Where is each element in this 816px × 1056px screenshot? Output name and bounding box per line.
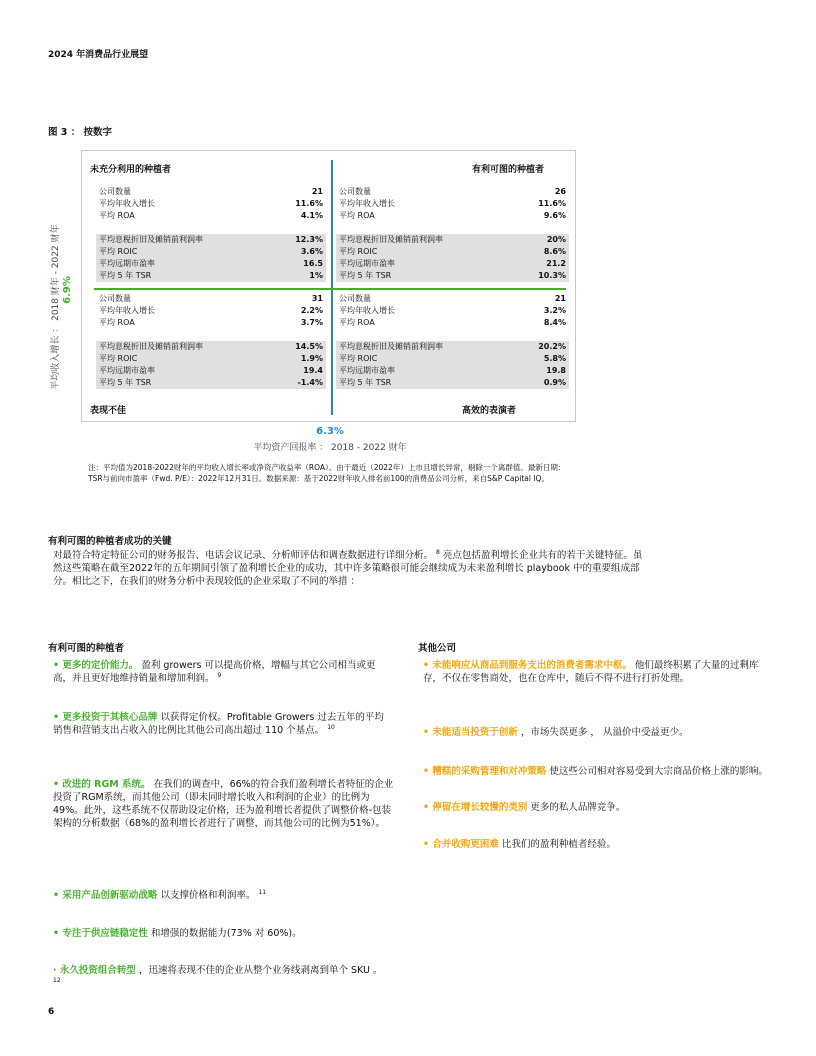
metric-label: 平均息税折旧及摊销前利润率 (99, 235, 203, 244)
metric-label: 平均 5 年 TSR (99, 271, 152, 280)
x-axis-threshold: 6.3% (316, 426, 344, 437)
metric-value: 5.8% (543, 354, 566, 363)
metric-row (96, 341, 326, 353)
metric-value: 9.6% (543, 211, 566, 220)
metric-value: 21 (554, 294, 566, 303)
quadrant-tl-bottom (96, 234, 326, 282)
metric-label: 平均 ROA (339, 318, 375, 327)
metric-row (336, 234, 569, 246)
metric-label: 公司数量 (339, 187, 371, 196)
metric-value: 31 (311, 294, 323, 303)
metric-row (336, 305, 569, 317)
metric-label: 公司数量 (339, 294, 371, 303)
metric-value: 0.9% (543, 378, 566, 387)
metric-value: 14.5% (295, 342, 323, 351)
metric-row (96, 186, 326, 198)
right-item-1: • 未能响应从商品到服务支出的消费者需求中枢。 他们最终积累了大量的过剩库存，不仅在零售商处，也在仓库中，随后不得不进行打折处理。 (423, 660, 759, 684)
metric-row (96, 377, 326, 389)
metric-label: 平均远期市盈率 (339, 259, 395, 268)
quadrant-br-top (336, 293, 569, 329)
metric-value: 21 (311, 187, 323, 196)
metric-value: 1% (309, 271, 323, 280)
left-item-6: · 永久投资组合转型 ，迅速将表现不佳的企业从整个业务线剥离到单个 SKU 。 $^{12}$ (53, 965, 383, 984)
y-axis-label: 平均收入增长 ： 2018 财年 - 2022 财年 (51, 224, 61, 390)
right-item-5: • 合并收购更困难 比我们的盈利种植者经验。 (423, 839, 616, 850)
metric-label: 平均 ROA (99, 211, 135, 220)
metric-value: 8.4% (543, 318, 566, 327)
metric-value: 3.6% (300, 247, 323, 256)
metric-row (96, 258, 326, 270)
metric-value: 20.2% (538, 342, 566, 351)
metric-row (96, 210, 326, 222)
section-title: 有利可图的种植者成功的关键 (48, 536, 172, 547)
metric-label: 平均 ROIC (339, 247, 378, 256)
metric-row (336, 365, 569, 377)
metric-row (96, 293, 326, 305)
left-item-1: • 更多的定价能力。 盈利 growers 可以提高价格，增幅与其它公司相当或更高，并且更好地维持销量和增加利润。 $^9$ (53, 660, 376, 684)
metric-label: 平均年收入增长 (99, 306, 155, 315)
metric-value: 11.6% (295, 199, 323, 208)
metric-value: 19.8 (546, 366, 566, 375)
running-header: 2024 年消费品行业展望 (48, 50, 149, 60)
metric-row (96, 246, 326, 258)
metric-value: 3.2% (543, 306, 566, 315)
x-axis-label: 平均资产回报率 ： 2018 - 2022 财年 (253, 443, 407, 453)
metric-row (96, 305, 326, 317)
quadrant-label-bottom-left: 表现不佳 (90, 406, 127, 416)
metric-row (336, 353, 569, 365)
quadrant-label-top-right: 有利可图的种植者 (472, 165, 545, 175)
metric-value: 10.3% (538, 271, 566, 280)
right-item-4: • 停留在增长较慢的类别 更多的私人品牌竞争。 (423, 802, 626, 813)
metric-label: 平均息税折旧及摊销前利润率 (339, 235, 443, 244)
metric-label: 平均 5 年 TSR (99, 378, 152, 387)
quadrant-label-bottom-right: 高效的表演者 (462, 406, 517, 416)
left-item-3: • 改进的 RGM 系统。 在我们的调查中，66%的符合我们盈利增长者特征的企业投资了RGM系统，而其他公司（即未同时增长收入和利润的企业）的比例为49%。此外，这些系统不仅帮助设定价格，还为盈利增长者提供了调整价格-包装架构的分析数据（68%的盈利增长者进行了调整，而其他公司的比例为51%）。 (53, 779, 394, 829)
quadrant-tr-bottom (336, 234, 569, 282)
metric-row (96, 234, 326, 246)
metric-value: 4.1% (300, 211, 323, 220)
metric-value: 2.2% (300, 306, 323, 315)
metric-row (336, 210, 569, 222)
metric-value: 1.9% (300, 354, 323, 363)
metric-label: 平均息税折旧及摊销前利润率 (99, 342, 203, 351)
metric-value: 19.4 (303, 366, 323, 375)
left-item-5: • 专注于供应链稳定性 和增强的数据能力(73% 对 60%)。 (53, 928, 302, 939)
page-number: 6 (48, 1007, 55, 1017)
metric-value: 12.3% (295, 235, 323, 244)
metric-label: 平均 ROA (339, 211, 375, 220)
matrix-horizontal-axis-line (94, 288, 566, 290)
quadrant-br-bottom (336, 341, 569, 389)
left-item-2: • 更多投资于其核心品牌 以获得定价权。Profitable Growers 过去五年的平均销售和营销支出占收入的比例比其他公司高出超过 110 个基点。 $^{10}$ (53, 712, 384, 736)
y-axis-threshold: 6.9% (62, 276, 73, 304)
figure-title: 图 3 ： 按数字 (48, 127, 113, 138)
right-column-title: 其他公司 (418, 643, 457, 654)
metric-label: 平均息税折旧及摊销前利润率 (339, 342, 443, 351)
metric-label: 平均年收入增长 (339, 199, 395, 208)
section-body: 对最符合特定特征公司的财务报告、电话会议记录、分析师评估和调查数据进行详细分析。 $^8$ 亮点包括盈利增长企业共有的若干关键特征。虽然这些策略在截至2022年的五年期间引领了盈利增长企业的成功，其中许多策略很可能会继续成为未来盈利增长 playbook 中的重要组成部分。相比之下，在我们的财务分析中表现较低的企业采取了不同的举措 ： (53, 548, 643, 587)
metric-row (336, 258, 569, 270)
figure-note: 注：平均值为2018-2022财年的平均收入增长率或净资产收益率（ROA）。由于最近（2022年）上市且增长异常，剔除一个离群值。最新日期：TSR与前向市盈率（Fwd. P/E）：2022年12月31日。数据来源：基于2022财年收入排名前100的消费品公司分析，来自S&P Capital IQ。 (88, 463, 566, 483)
metric-value: 3.7% (300, 318, 323, 327)
metric-row (336, 293, 569, 305)
right-item-3: • 糟糕的采购管理和对冲策略 使这些公司相对容易受到大宗商品价格上涨的影响。 (423, 766, 768, 777)
quadrant-label-top-left: 未充分利用的种植者 (90, 165, 172, 175)
metric-label: 平均 ROIC (339, 354, 378, 363)
metric-row (96, 317, 326, 329)
metric-value: 21.2 (546, 259, 566, 268)
right-item-2: • 未能适当投资于创新 ，市场失误更多 ， 从溢价中受益更少。 (423, 727, 689, 738)
quadrant-bl-bottom (96, 341, 326, 389)
metric-label: 公司数量 (99, 187, 131, 196)
metric-value: 16.5 (303, 259, 323, 268)
metric-value: 8.6% (543, 247, 566, 256)
metric-row (96, 198, 326, 210)
metric-row (336, 198, 569, 210)
metric-value: 11.6% (538, 199, 566, 208)
metric-label: 公司数量 (99, 294, 131, 303)
metric-value: -1.4% (297, 378, 323, 387)
metric-row (336, 341, 569, 353)
quadrant-bl-top (96, 293, 326, 329)
metric-label: 平均远期市盈率 (99, 366, 155, 375)
metric-row (336, 246, 569, 258)
metric-label: 平均 ROIC (99, 247, 138, 256)
quadrant-tr-top (336, 186, 569, 222)
left-item-4: • 采用产品创新驱动战略 以支撑价格和利润率。 $^{11}$ (53, 888, 267, 901)
metric-label: 平均 ROIC (99, 354, 138, 363)
metric-label: 平均年收入增长 (339, 306, 395, 315)
metric-row (336, 317, 569, 329)
metric-value: 20% (546, 235, 566, 244)
metric-row (96, 365, 326, 377)
quadrant-tl-top (96, 186, 326, 222)
metric-value: 26 (554, 187, 566, 196)
metric-label: 平均 ROA (99, 318, 135, 327)
metric-row (336, 377, 569, 389)
left-column-title: 有利可图的种植者 (48, 643, 125, 654)
metric-label: 平均年收入增长 (99, 199, 155, 208)
metric-row (96, 353, 326, 365)
metric-label: 平均 5 年 TSR (339, 271, 392, 280)
metric-label: 平均 5 年 TSR (339, 378, 392, 387)
metric-label: 平均远期市盈率 (339, 366, 395, 375)
metric-label: 平均远期市盈率 (99, 259, 155, 268)
metric-row (336, 186, 569, 198)
metric-row (336, 270, 569, 282)
metric-row (96, 270, 326, 282)
